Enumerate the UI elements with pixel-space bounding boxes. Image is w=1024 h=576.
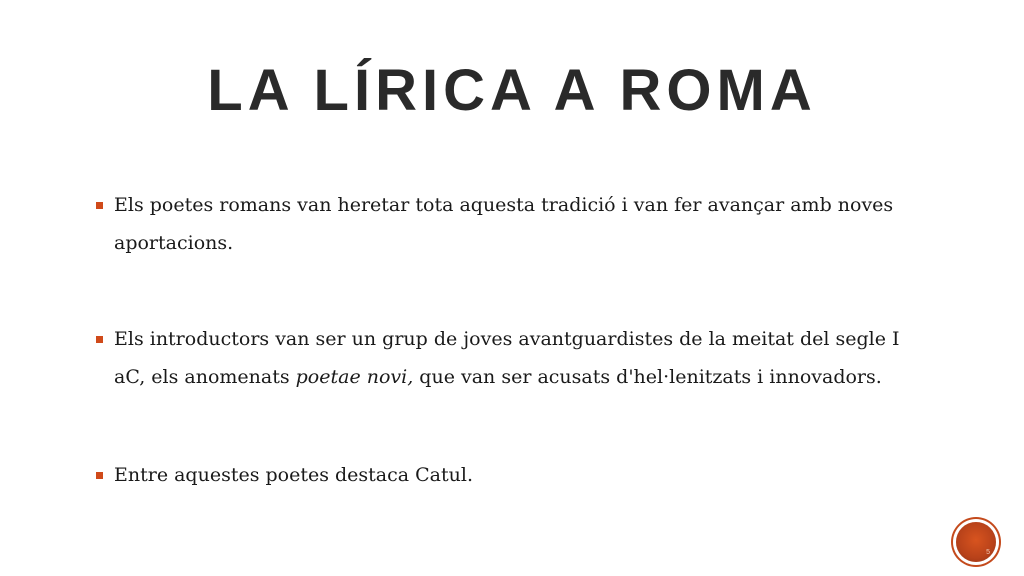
bullet-item (96, 186, 936, 262)
bullet-list (96, 186, 936, 494)
square-bullet-icon (96, 472, 103, 479)
slide-title: LA LÍRICA A ROMA (207, 58, 817, 123)
bullet-item (96, 456, 936, 494)
square-bullet-icon (96, 202, 103, 209)
bullet-item (96, 320, 936, 396)
bullet-emphasis: poetae novi, (295, 366, 414, 388)
slide-number: 5 (986, 549, 990, 556)
bullet-text: Els poetes romans van heretar tota aquesta tradició i van fer avançar amb noves aportacions. (114, 194, 894, 254)
bullet-text: Els introductors van ser un grup de joves avantguardistes de la meitat del segle I aC, els anomenats (114, 328, 900, 388)
bullet-text: Entre aquestes poetes destaca Catul. (114, 464, 473, 486)
slide-number-badge[interactable] (956, 522, 996, 562)
square-bullet-icon (96, 336, 103, 343)
bullet-text-continued: que van ser acusats d'hel·lenitzats i innovadors. (413, 366, 882, 388)
